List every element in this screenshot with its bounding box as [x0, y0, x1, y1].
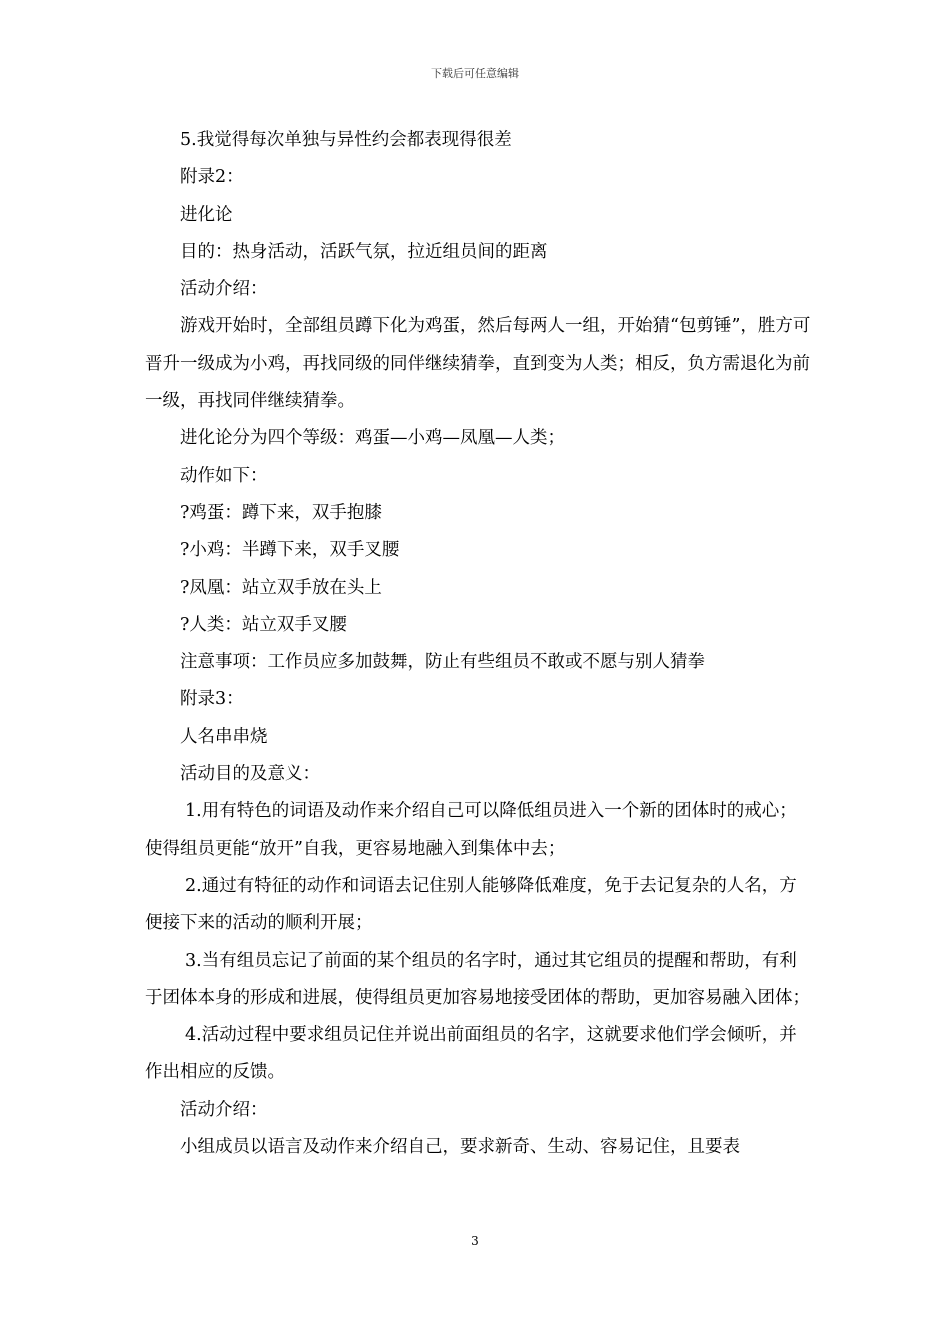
- page-header: 下载后可任意编辑: [431, 67, 519, 80]
- action-chick: ?小鸡：半蹲下来，双手叉腰: [180, 540, 400, 561]
- purpose-item-3: 3.当有组员忘记了前面的某个组员的名字时，通过其它组员的提醒和帮助，有利于团体本身的形成和进展，使得组员更加容易地接受团体的帮助，更加容易融入团体；: [145, 950, 810, 1008]
- activity-title-names: 人名串串烧: [180, 726, 268, 747]
- evolution-levels: 进化论分为四个等级：鸡蛋—小鸡—凤凰—人类；: [180, 428, 565, 449]
- activity-intro-label-2: 活动介绍：: [180, 1099, 268, 1120]
- appendix-2-heading: 附录2：: [180, 167, 244, 188]
- activity-intro-text: 游戏开始时，全部组员蹲下化为鸡蛋，然后每两人一组，开始猜“包剪锤”，胜方可晋升一级成为小鸡，再找同级的同伴继续猜拳，直到变为人类；相反，负方需退化为前一级，再找同伴继续猜拳。: [145, 316, 811, 412]
- activity-title-evolution: 进化论: [180, 204, 233, 225]
- action-phoenix: ?凤凰：站立双手放在头上: [180, 577, 382, 598]
- appendix-3-heading: 附录3：: [180, 689, 244, 710]
- activity-intro-label: 活动介绍：: [180, 279, 268, 300]
- actions-label: 动作如下：: [180, 465, 268, 486]
- document-body: [145, 122, 811, 1166]
- list-item-5: 5.我觉得每次单独与异性约会都表现得很差: [180, 130, 512, 150]
- purpose-item-4: 4.活动过程中要求组员记住并说出前面组员的名字，这就要求他们学会倾听，并作出相应的反馈。: [145, 1025, 797, 1083]
- action-egg: ?鸡蛋：蹲下来，双手抱膝: [180, 502, 382, 523]
- page-number: 3: [471, 1234, 479, 1248]
- action-human: ?人类：站立双手叉腰: [180, 614, 347, 635]
- purpose-item-1: 1.用有特色的词语及动作来介绍自己可以降低组员进入一个新的团体时的戒心；使得组员更能“放开”自我，更容易地融入到集体中去；: [145, 801, 797, 859]
- notes: 注意事项：工作员应多加鼓舞，防止有些组员不敢或不愿与别人猜拳: [180, 652, 705, 673]
- activity-purpose: 目的：热身活动，活跃气氛，拉近组员间的距离: [180, 241, 548, 262]
- activity-purpose-label: 活动目的及意义：: [180, 764, 320, 785]
- purpose-item-2: 2.通过有特征的动作和词语去记住别人能够降低难度，免于去记复杂的人名，方便接下来的活动的顺利开展；: [145, 875, 797, 934]
- activity-intro-text-2: 小组成员以语言及动作来介绍自己，要求新奇、生动、容易记住，且要表: [180, 1137, 740, 1158]
